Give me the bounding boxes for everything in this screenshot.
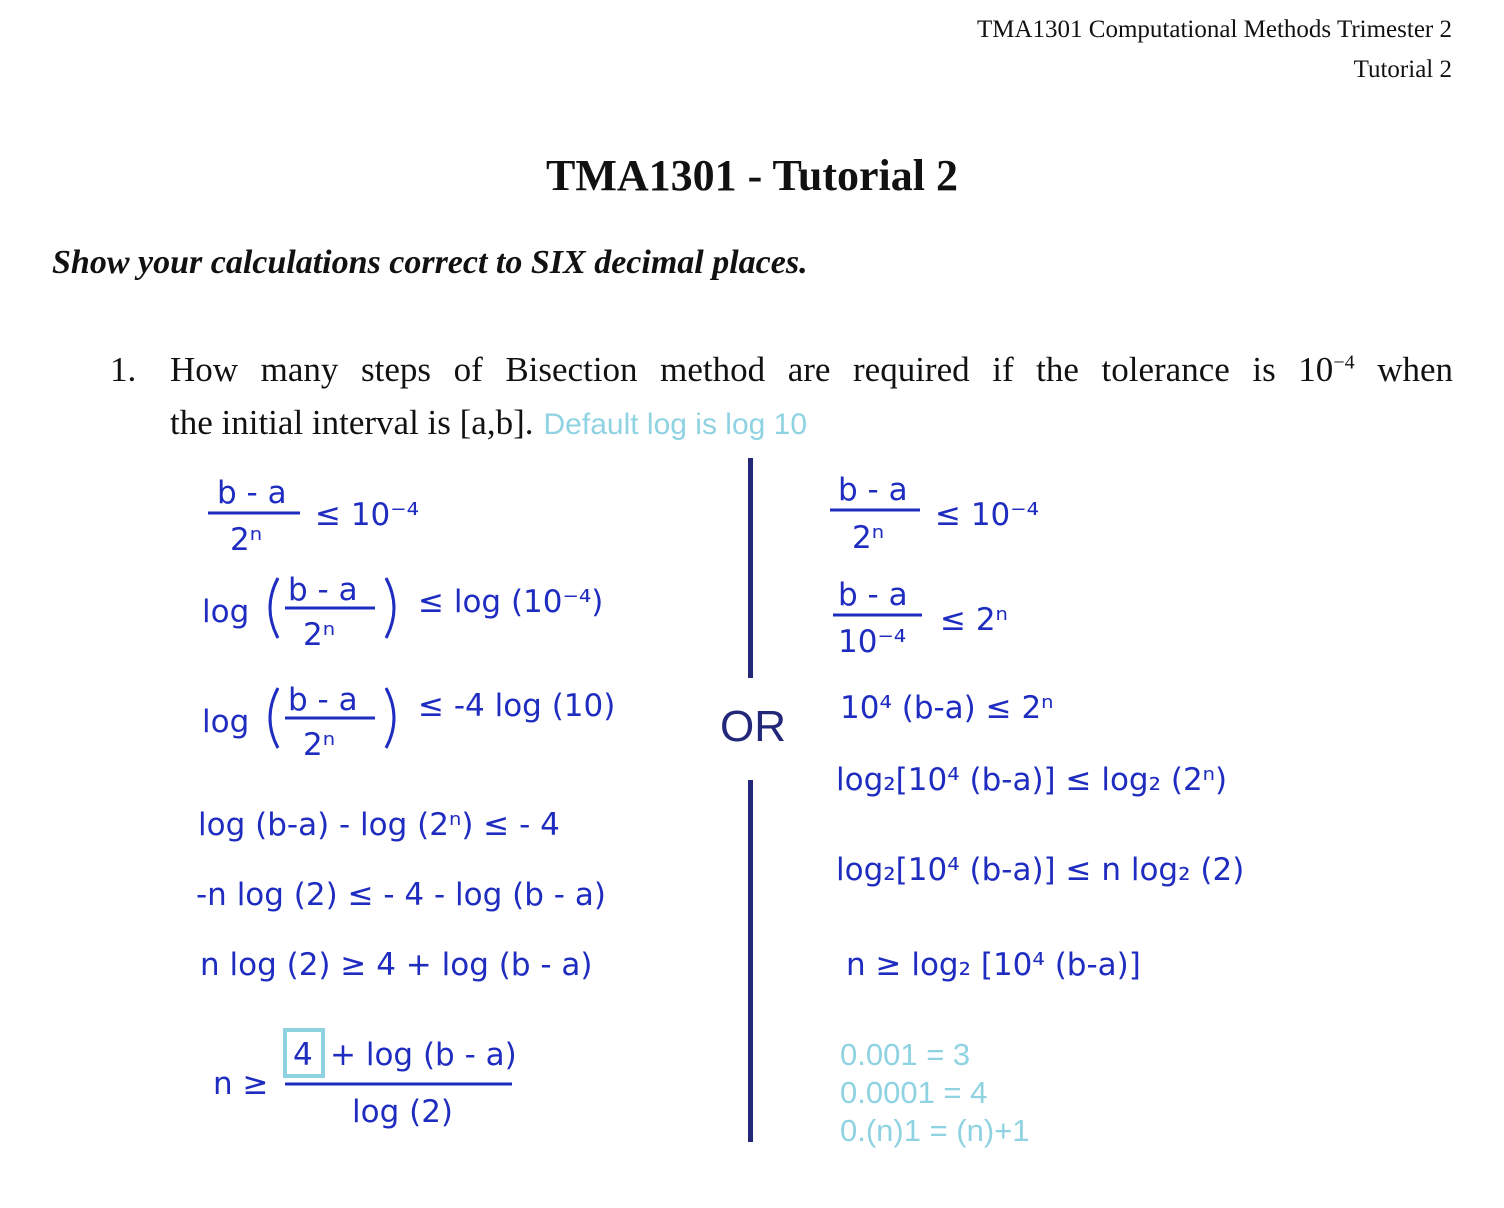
right-l5: log₂[10⁴ (b-a)] ≤ n log₂ (2) [836, 852, 1245, 888]
left-l3-paren-close [386, 688, 394, 748]
left-l7-n-ge: n ≥ [213, 1066, 269, 1102]
question-line-2-text: the initial interval is [a,b]. [170, 403, 534, 442]
rule-line: 0.(n)1 = (n)+1 [840, 1113, 1030, 1148]
left-l3-rhs: ≤ -4 log (10) [418, 688, 616, 724]
left-l2-paren-open [270, 578, 278, 638]
left-l3-num: b - a [288, 682, 358, 718]
left-l2-num: b - a [288, 572, 358, 608]
left-l2-log: log [202, 594, 250, 630]
right-l2-num: b - a [838, 577, 908, 613]
right-l3: 10⁴ (b-a) ≤ 2ⁿ [840, 690, 1054, 726]
question-line-1-text: How many steps of Bisection method are required if the tolerance is 10 [170, 350, 1334, 389]
left-l5: -n log (2) ≤ - 4 - log (b - a) [196, 877, 606, 913]
right-l1-den: 2ⁿ [852, 520, 885, 556]
left-l1-num: b - a [217, 475, 287, 511]
exponent-rules-note [840, 1036, 1030, 1150]
instruction-text: Show your calculations correct to SIX decimal places. [52, 244, 808, 281]
left-l3-log: log [202, 704, 250, 740]
question-line-1-end: when [1377, 350, 1453, 389]
right-l4: log₂[10⁴ (b-a)] ≤ log₂ (2ⁿ) [836, 762, 1228, 798]
right-l1-num: b - a [838, 472, 908, 508]
left-l3-paren-open [270, 688, 278, 748]
question-number: 1. [110, 350, 137, 389]
right-l2-rhs: ≤ 2ⁿ [940, 602, 1008, 638]
left-l1-rhs: ≤ 10⁻⁴ [315, 497, 420, 533]
left-l7-num-rest: + log (b - a) [330, 1037, 517, 1073]
default-log-note: Default log is log 10 [543, 408, 808, 441]
left-l1-den: 2ⁿ [230, 522, 263, 558]
right-l6: n ≥ log₂ [10⁴ (b-a)] [846, 947, 1141, 983]
page-title: TMA1301 - Tutorial 2 [546, 151, 958, 200]
left-l7-boxed-4: 4 [293, 1037, 313, 1073]
header-tutorial-line: Tutorial 2 [1353, 56, 1452, 83]
or-label: OR [720, 702, 786, 751]
left-l3-den: 2ⁿ [303, 727, 336, 763]
left-l2-den: 2ⁿ [303, 617, 336, 653]
tolerance-exponent: −4 [1333, 351, 1355, 374]
left-l2-rhs: ≤ log (10⁻⁴) [418, 584, 604, 620]
left-l4: log (b-a) - log (2ⁿ) ≤ - 4 [198, 807, 560, 843]
right-l2-den: 10⁻⁴ [838, 624, 907, 660]
header-course-line: TMA1301 Computational Methods Trimester 2 [977, 16, 1452, 43]
left-l7-den: log (2) [352, 1094, 454, 1130]
right-l1-rhs: ≤ 10⁻⁴ [935, 497, 1040, 533]
rule-line: 0.001 = 3 [840, 1037, 971, 1072]
left-l2-paren-close [386, 578, 394, 638]
left-l6: n log (2) ≥ 4 + log (b - a) [200, 947, 593, 983]
rule-line: 0.0001 = 4 [840, 1075, 988, 1110]
